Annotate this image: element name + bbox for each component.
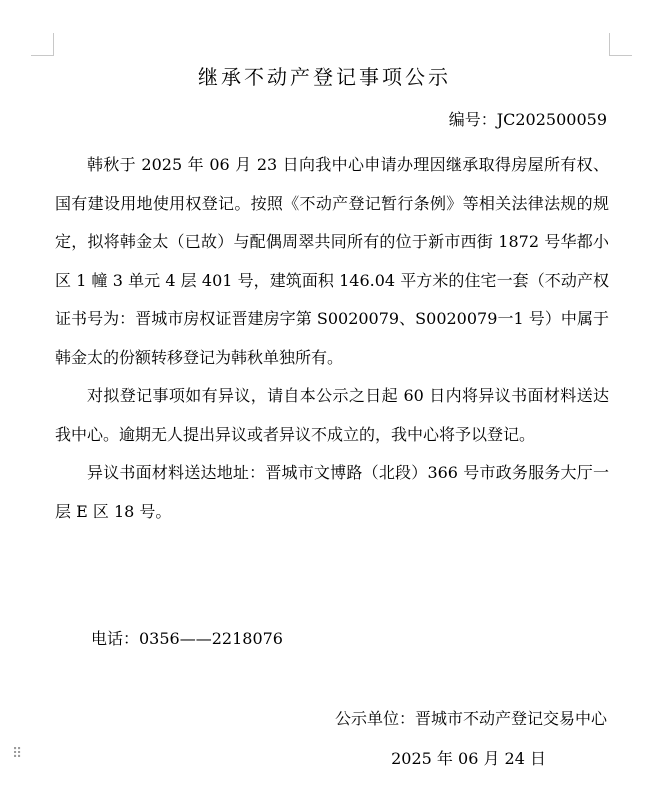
issuer-signature: 公示单位：晋城市不动产登记交易中心 xyxy=(334,709,607,728)
page-corner-marker-top-right xyxy=(609,33,632,56)
document-number: 编号：JC202500059 xyxy=(448,110,607,129)
page-corner-marker-top-left xyxy=(31,33,54,56)
paragraph-objection-period: 对拟登记事项如有异议，请自本公示之日起 60 日内将异议书面材料送达我中心。逾期无人提出异议或者异议不成立的，我中心将予以登记。 xyxy=(55,386,609,444)
paragraph-objection-address: 异议书面材料送达地址：晋城市文博路（北段）366 号市政务服务大厅一层 E 区 18 号。 xyxy=(55,463,609,521)
paragraph-application: 韩秋于 2025 年 06 月 23 日向我中心申请办理因继承取得房屋所有权、国有建设用地使用权登记。按照《不动产登记暂行条例》等相关法律法规的规定，拟将韩金太（已故）与配偶周翠共同所有的位于新市西街 1872 号华都小区 1 幢 3 单元 4 层 401 号，建筑面积 146.04 平方米的住宅一套（不动产权证书号为：晋城市房权证晋建房字第 S0020079、S0020079一1 号）中属于韩金太的份额转移登记为韩秋单独所有。 xyxy=(55,155,609,367)
document-title: 继承不动产登记事项公示 xyxy=(198,65,451,89)
document-body xyxy=(55,146,609,531)
issue-date: 2025 年 06 月 24 日 xyxy=(391,749,546,768)
drag-handle-icon[interactable]: ⠿ xyxy=(12,746,21,762)
contact-phone: 电话：0356——2218076 xyxy=(91,629,283,648)
